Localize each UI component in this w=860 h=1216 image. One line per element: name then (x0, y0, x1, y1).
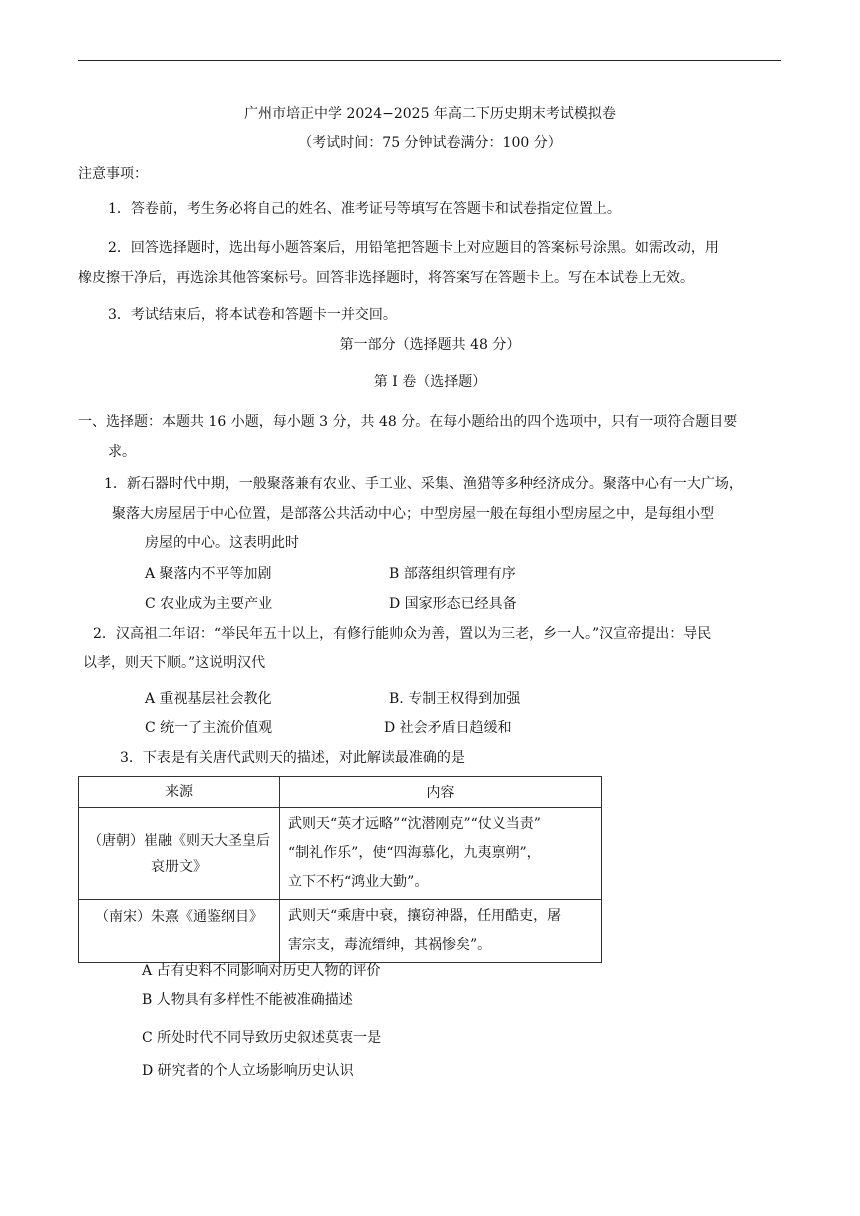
q2-option-b: B. 专制王权得到加强 (389, 691, 521, 707)
header-rule (78, 60, 781, 61)
notice-item-1: 1．答卷前，考生务必将自己的姓名、准考证号等填写在答题卡和试卷指定位置上。 (108, 201, 621, 217)
q3-option-d: D 研究者的个人立场影响历史认识 (142, 1063, 354, 1079)
q1-option-c: C 农业成为主要产业 (145, 596, 273, 612)
q3-option-c: C 所处时代不同导致历史叙述莫衷一是 (142, 1030, 382, 1046)
cell-line: 武则天“英才远略”“沈潜刚克”“仗义当责” (288, 816, 541, 832)
notice-heading: 注意事项： (78, 166, 148, 182)
table-cell-source (79, 900, 280, 963)
q1-stem-line-1: 1．新石器时代中期，一般聚落兼有农业、手工业、采集、渔猎等多种经济成分。聚落中心有一大广场， (104, 476, 743, 492)
q2-option-d: D 社会矛盾日趋缓和 (384, 720, 512, 736)
q2-option-c: C 统一了主流价值观 (145, 720, 273, 736)
cell-line: “制礼作乐”，使“四海慕化，九夷禀朔”， (288, 845, 541, 861)
table-cell-content (280, 900, 602, 963)
cell-line: （南宋）朱熹《通鉴纲目》 (95, 909, 263, 925)
notice-item-2-line-1: 2．回答选择题时，选出每小题答案后，用铅笔把答题卡上对应题目的答案标号涂黑。如需改动，用 (108, 240, 719, 256)
q3-source-table (78, 776, 602, 963)
q1-option-b: B 部落组织管理有序 (389, 566, 516, 582)
section-heading-line-1: 一、选择题：本题共 16 小题，每小题 3 分，共 48 分。在每小题给出的四个选项中，只有一项符合题目要 (78, 414, 738, 430)
table-header-content: 内容 (280, 777, 602, 808)
q2-stem-line-1: 2．汉高祖二年诏：“举民年五十以上，有修行能帅众为善，置以为三老，乡一人。”汉宣帝提出：导民 (93, 626, 712, 642)
notice-item-2-line-2: 橡皮擦干净后，再选涂其他答案标号。回答非选择题时，将答案写在答题卡上。写在本试卷上无效。 (78, 270, 694, 286)
table-header-source: 来源 (79, 777, 280, 808)
cell-line: 武则天“乘唐中衰，攘窃神器，任用酷吏，屠 (288, 908, 562, 924)
section-heading-line-2: 求。 (108, 444, 136, 460)
cell-line: 哀册文》 (151, 858, 207, 875)
q3-option-a: A 占有史料不同影响对历史人物的评价 (142, 963, 381, 979)
table-cell-source (79, 808, 280, 900)
exam-subtitle: （考试时间：75 分钟试卷满分：100 分） (298, 135, 562, 151)
cell-line: 害宗支，毒流缙绅，其祸惨矣”。 (288, 937, 492, 953)
table-header-row (79, 777, 602, 808)
q2-option-a: A 重视基层社会教化 (145, 691, 272, 707)
table-row (79, 808, 602, 900)
q3-option-b: B 人物具有多样性不能被准确描述 (142, 992, 353, 1008)
table-row (79, 900, 602, 963)
volume-title: 第 I 卷（选择题） (373, 374, 487, 390)
q1-option-a: A 聚落内不平等加剧 (145, 566, 272, 582)
exam-title: 广州市培正中学 2024−2025 年高二下历史期末考试模拟卷 (244, 106, 616, 122)
q1-stem-line-2: 聚落大房屋居于中心位置，是部落公共活动中心；中型房屋一般在每组小型房屋之中，是每组小型 (112, 506, 714, 522)
q2-stem-line-2: 以孝，则天下顺。”这说明汉代 (83, 655, 266, 671)
q3-stem: 3．下表是有关唐代武则天的描述，对此解读最准确的是 (120, 750, 465, 766)
part-title: 第一部分（选择题共 48 分） (339, 337, 521, 353)
q1-stem-line-3: 房屋的中心。这表明此时 (145, 535, 299, 551)
table-cell-content (280, 808, 602, 900)
notice-item-3: 3．考试结束后，将本试卷和答题卡一并交回。 (108, 307, 397, 323)
cell-line: （唐朝）崔融《则天大圣皇后 (88, 832, 270, 849)
cell-line: 立下不朽“鸿业大勤”。 (288, 874, 429, 890)
q1-option-d: D 国家形态已经具备 (389, 596, 517, 612)
